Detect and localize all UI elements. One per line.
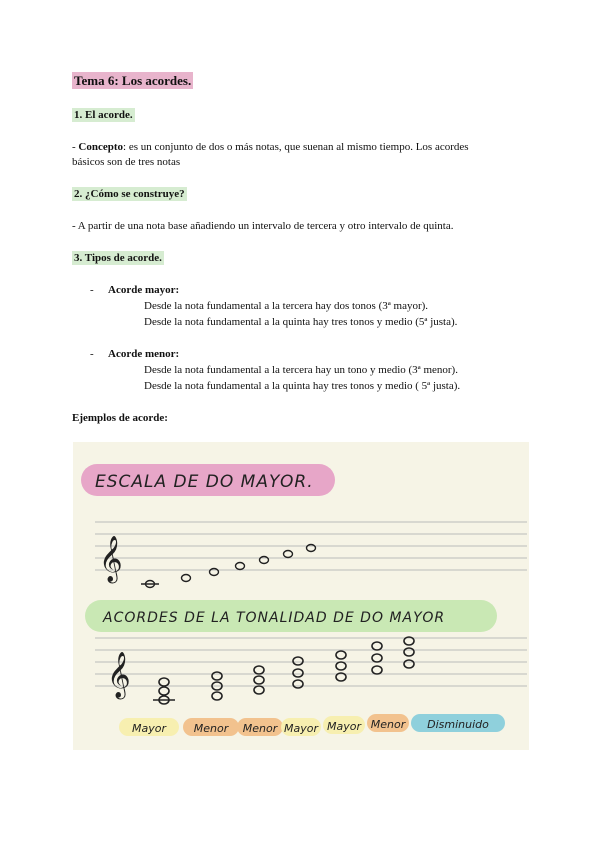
page-title: Tema 6: Los acordes. (74, 73, 192, 88)
concept-paragraph (72, 140, 469, 154)
chord-7 (404, 637, 414, 668)
scale-note-fa (236, 563, 245, 570)
acorde-menor-label: Acorde menor: (108, 348, 180, 360)
scale-title: ESCALA DE DO MAYOR. (95, 472, 314, 492)
acorde-menor-line1: Desde la nota fundamental a la tercera hay un tono y medio (3ª menor). (144, 364, 458, 376)
acorde-mayor-label: Acorde mayor: (108, 284, 180, 296)
treble-clef-1: 𝄞 (99, 536, 123, 582)
examples-heading: Ejemplos de acorde: (72, 412, 168, 424)
section-2-heading: 2. ¿Cómo se construye? (74, 188, 185, 200)
chords-title: ACORDES DE LA TONALIDAD DE DO MAYOR (103, 610, 446, 626)
scale-note-la (284, 551, 293, 558)
chord-1 (153, 678, 175, 704)
scale-notes (141, 545, 316, 588)
section-1-heading: 1. El acorde. (74, 109, 133, 121)
chord-label-3: Menor (242, 722, 278, 735)
concept-text: : es un conjunto de dos o más notas, que suenan al mismo tiempo. Los acordes (123, 141, 469, 153)
chord-5 (336, 651, 346, 681)
concept-dash: - (72, 141, 79, 153)
concept-term: Concepto (78, 141, 124, 153)
chord-label-4: Mayor (284, 722, 318, 735)
bullet-menor: - (90, 348, 94, 360)
acorde-mayor-line1: Desde la nota fundamental a la tercera hay dos tonos (3ª mayor). (144, 300, 429, 312)
treble-clef-2: 𝄞 (107, 652, 131, 698)
chord-labels (119, 714, 505, 736)
chord-label-6: Menor (370, 718, 406, 731)
acorde-menor-line2: Desde la nota fundamental a la quinta hay tres tonos y medio ( 5ª justa). (144, 380, 461, 392)
construction-paragraph: - A partir de una nota base añadiendo un intervalo de tercera y otro intervalo de quinta. (72, 220, 454, 232)
chord-label-7: Disminuido (427, 718, 489, 731)
chord-label-5: Mayor (327, 720, 361, 733)
scale-note-re (182, 575, 191, 582)
staff-1 (95, 522, 527, 570)
concept-paragraph-line2: básicos son de tres notas (72, 156, 181, 168)
section-3-heading: 3. Tipos de acorde. (74, 252, 162, 264)
music-figure (73, 442, 529, 750)
acorde-mayor-line2: Desde la nota fundamental a la quinta hay tres tonos y medio (5ª justa). (144, 316, 458, 328)
chord-6 (372, 642, 382, 674)
music-figure-svg (73, 442, 529, 750)
chord-label-1: Mayor (132, 722, 166, 735)
chord-label-2: Menor (193, 722, 229, 735)
chord-3 (254, 666, 264, 694)
bullet-mayor: - (90, 284, 94, 296)
chords (153, 637, 414, 704)
